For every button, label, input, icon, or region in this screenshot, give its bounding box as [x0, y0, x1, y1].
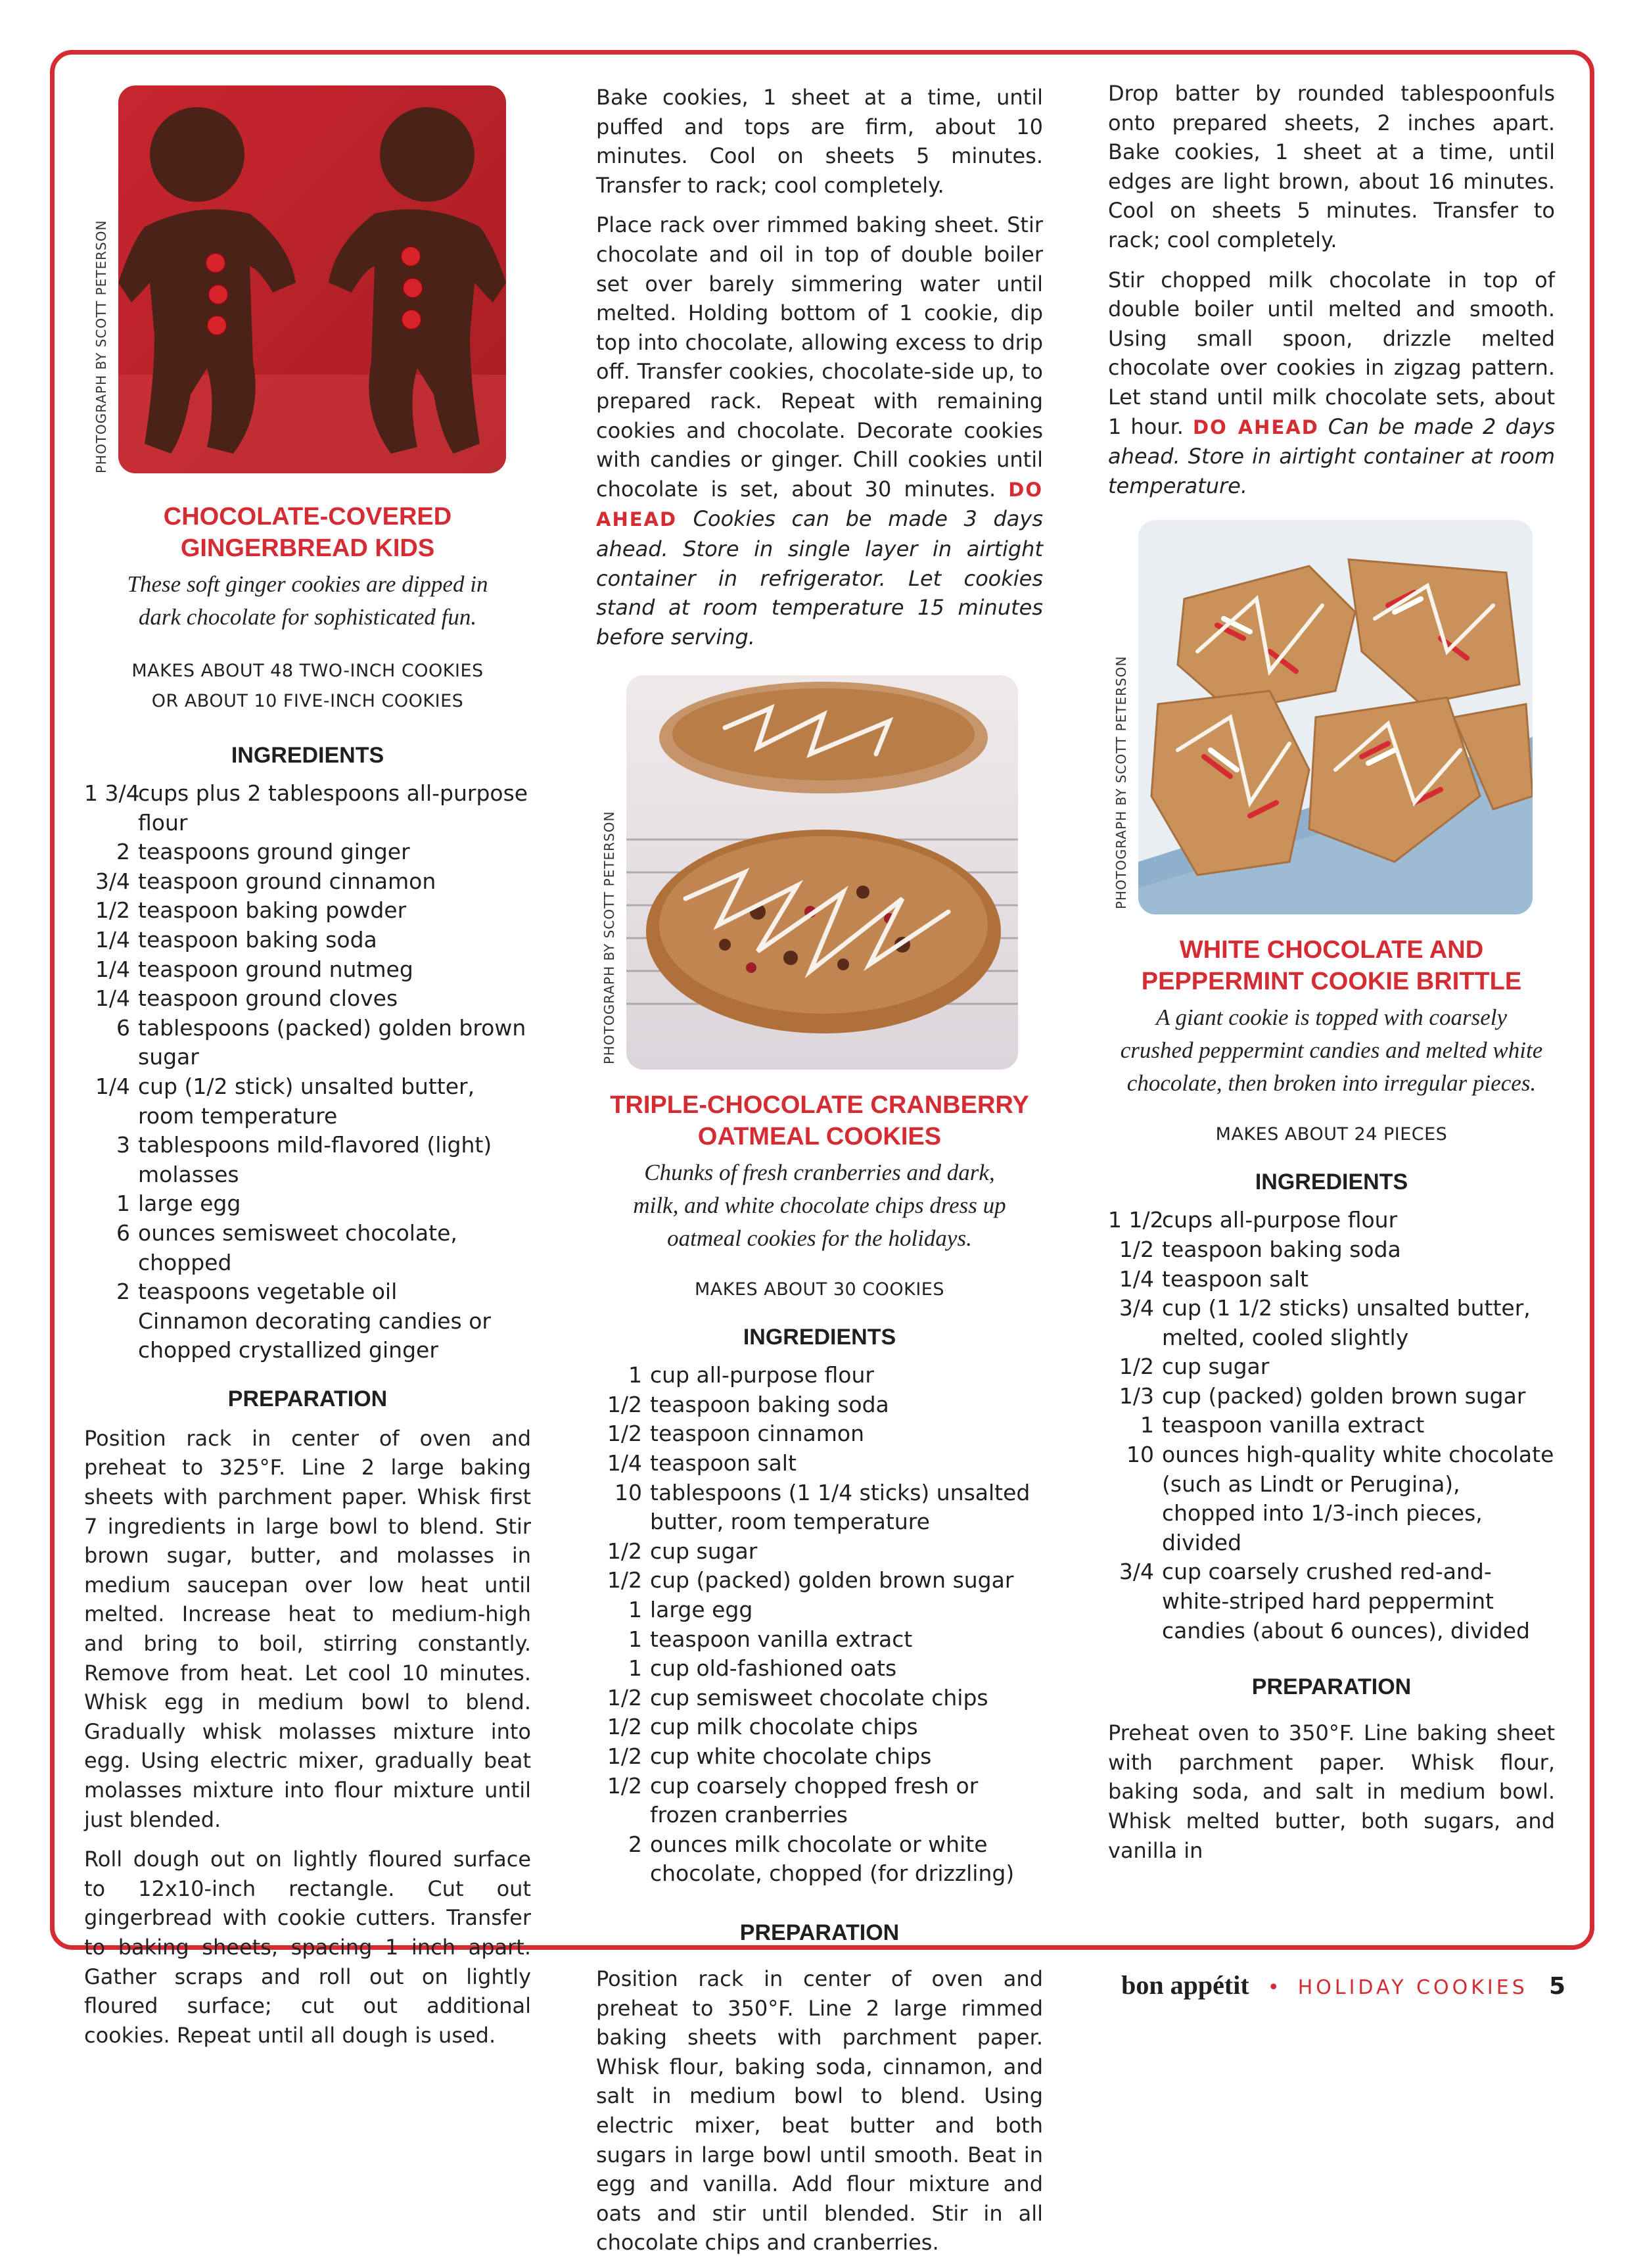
ingredient-quantity: 6: [116, 1014, 130, 1041]
ingredient-item: [84, 867, 531, 897]
ingredient-item: [84, 1307, 531, 1365]
subtitle-line: crushed peppermint candies and melted white: [1120, 1037, 1543, 1064]
ingredient-item: [596, 1566, 1043, 1595]
recipe-title-2-line-2: OATMEAL COOKIES: [697, 1123, 942, 1151]
subtitle-line: chocolate, then broken into irregular pieces.: [1126, 1070, 1537, 1097]
yield-line: OR ABOUT 10 FIVE-INCH COOKIES: [151, 691, 464, 711]
ingredient-quantity: 1: [628, 1655, 642, 1682]
gingerbread-image: [118, 85, 506, 473]
ingredients-heading: INGREDIENTS: [743, 1325, 896, 1350]
ingredient-item: [596, 1537, 1043, 1567]
ingredient-item: [1108, 1294, 1555, 1352]
ingredient-item: [596, 1742, 1043, 1772]
column-3: [1108, 79, 1555, 1876]
ingredient-quantity: 1 3/4: [84, 780, 140, 806]
ingredient-quantity: 1/2: [607, 1391, 642, 1417]
ingredient-text: cup (packed) golden brown sugar: [650, 1567, 1014, 1594]
ingredient-item: [596, 1419, 1043, 1449]
ingredient-item: [1108, 1382, 1555, 1411]
preparation-step-do-ahead: [1108, 266, 1555, 501]
ingredient-item: [596, 1449, 1043, 1478]
ingredient-item: [84, 1277, 531, 1307]
ingredient-quantity: 1: [1140, 1412, 1154, 1438]
ingredient-text: cup (1/2 stick) unsalted butter, room temperature: [138, 1073, 475, 1129]
subtitle-line: These soft ginger cookies are dipped in: [127, 571, 488, 597]
preparation-step: Preheat oven to 350°F. Line baking sheet with parchment paper. Whisk flour, baking soda, and salt in medium bowl. Whisk melted butter, both sugars, and vanilla in: [1108, 1720, 1555, 1863]
ingredient-text: tablespoons mild-flavored (light) molasses: [138, 1132, 492, 1187]
ingredient-quantity: 10: [614, 1479, 642, 1505]
ingredient-quantity: 1/4: [95, 956, 130, 982]
preparation-step: Roll dough out on lightly floured surface to 12x10-inch rectangle. Cut out gingerbread with cookie cutters. Transfer to baking sheets, spacing 1 inch apart. Gather scraps and roll out on lightly floured surface; cut out additional cookies. Repeat until all dough is used.: [84, 1847, 531, 2048]
prep-text: Stir chopped milk chocolate in top of double boiler until melted and smooth. Using small spoon, drizzle melted chocolate over cookies in zigzag pattern. Let stand until milk chocolate sets, about 1 hour.: [1108, 267, 1555, 439]
ingredient-quantity: 3/4: [1119, 1295, 1154, 1321]
ingredients-heading: INGREDIENTS: [231, 743, 384, 768]
ingredient-quantity: 1/4: [1119, 1265, 1154, 1292]
ingredient-quantity: 1: [628, 1362, 642, 1388]
ingredient-text: cup semisweet chocolate chips: [650, 1684, 988, 1711]
do-ahead-text: Cookies can be made 3 days ahead. Store in single layer in airtight container in refrigerator. Let cookies stand at room temperature 15 minutes before serving.: [596, 506, 1044, 650]
ingredient-item: [84, 955, 531, 985]
ingredient-quantity: 1 1/2: [1108, 1207, 1164, 1233]
ingredient-quantity: 1: [116, 1191, 130, 1217]
ingredient-quantity: [84, 1307, 138, 1365]
ingredient-item: [84, 1131, 531, 1189]
recipe-title-1: [84, 501, 531, 564]
ingredient-text: teaspoon cinnamon: [650, 1421, 865, 1447]
ingredient-quantity: 1/4: [607, 1450, 642, 1477]
ingredient-quantity: 1/2: [1119, 1236, 1154, 1262]
ingredient-quantity: 3/4: [95, 868, 130, 894]
subtitle-line: A giant cookie is topped with coarsely: [1156, 1004, 1507, 1031]
preparation-step: Bake cookies, 1 sheet at a time, until puffed and tops are firm, about 10 minutes. Cool on sheets 5 minutes. Transfer to rack; cool completely.: [596, 85, 1043, 198]
recipe-yield-3: [1108, 1120, 1555, 1150]
magazine-brand: bon appétit: [1121, 1970, 1249, 2000]
column-2: [596, 79, 1043, 2268]
ingredient-list-3: [1108, 1206, 1555, 1645]
ingredient-text: cup old-fashioned oats: [650, 1655, 897, 1682]
ingredient-text: cup (1 1/2 sticks) unsalted butter, melted, cooled slightly: [1162, 1295, 1531, 1350]
ingredient-quantity: 1/2: [1119, 1354, 1154, 1380]
ingredient-quantity: 1/2: [607, 1684, 642, 1711]
do-ahead-text: Can be made 2 days ahead. Store in airtight container at room temperature.: [1108, 413, 1555, 498]
ingredient-text: tablespoons (packed) golden brown sugar: [138, 1014, 526, 1070]
ingredient-item: [596, 1478, 1043, 1537]
ingredient-text: cup coarsely chopped fresh or frozen cranberries: [650, 1772, 979, 1828]
ingredient-text: teaspoon baking soda: [138, 926, 377, 953]
ingredient-quantity: 1/3: [1119, 1382, 1154, 1409]
subtitle-line: dark chocolate for sophisticated fun.: [138, 604, 477, 630]
ingredient-quantity: 1/2: [95, 897, 130, 924]
ingredient-text: teaspoon ground cloves: [138, 985, 398, 1012]
ingredient-text: teaspoon vanilla extract: [1162, 1412, 1425, 1438]
photo-credit: PHOTOGRAPH BY SCOTT PETERSON: [1113, 655, 1129, 910]
recipe-title-2-line-1: TRIPLE-CHOCOLATE CRANBERRY: [610, 1091, 1029, 1120]
ingredient-quantity: 2: [116, 839, 130, 865]
preparation-step: Position rack in center of oven and preheat to 350°F. Line 2 large rimmed baking sheets with parchment paper. Whisk flour, baking soda, cinnamon, and salt in medium bowl to blend. Using electric mixer, beat butter and both sugars in large bowl until smooth. Beat in egg and vanilla. Add flour mixture and oats and stir until blended. Stir in all chocolate chips and cranberries.: [596, 1966, 1043, 2256]
yield-line: MAKES ABOUT 48 TWO-INCH COOKIES: [131, 661, 484, 681]
ingredient-item: [1108, 1411, 1555, 1440]
ingredient-text: cup all-purpose flour: [650, 1362, 874, 1388]
ingredient-text: Cinnamon decorating candies or chopped crystallized ginger: [138, 1308, 491, 1363]
recipe-subtitle-2: [596, 1156, 1043, 1255]
page-number: 5: [1548, 1973, 1565, 2000]
ingredient-text: cup milk chocolate chips: [650, 1714, 918, 1740]
ingredient-list-2: [596, 1361, 1043, 1889]
ingredient-item: [596, 1830, 1043, 1889]
photo-oatmeal: [626, 675, 1018, 1070]
preparation-step-do-ahead: [596, 210, 1043, 651]
ingredient-item: [596, 1595, 1043, 1625]
ingredient-quantity: 3: [116, 1132, 130, 1158]
ingredient-quantity: 2: [628, 1831, 642, 1857]
oatmeal-cookie-image: [626, 675, 1018, 1070]
ingredient-quantity: 1/2: [607, 1421, 642, 1447]
column-1: [84, 79, 531, 2060]
ingredient-quantity: 1/2: [607, 1538, 642, 1564]
ingredient-quantity: 1/4: [95, 926, 130, 953]
ingredient-text: large egg: [650, 1597, 753, 1623]
recipe-subtitle-1: [84, 568, 531, 634]
ingredient-item: [84, 896, 531, 926]
ingredient-item: [84, 779, 531, 838]
photo-oatmeal-container: [596, 675, 1043, 1070]
ingredient-quantity: 10: [1126, 1442, 1154, 1468]
ingredient-text: teaspoon baking soda: [650, 1391, 889, 1417]
subtitle-line: milk, and white chocolate chips dress up: [633, 1193, 1006, 1219]
ingredient-text: teaspoon vanilla extract: [650, 1626, 913, 1652]
recipe-title-1-line-2: GINGERBREAD KIDS: [180, 534, 435, 562]
ingredient-item: [596, 1684, 1043, 1713]
ingredient-text: teaspoon baking powder: [138, 897, 407, 924]
ingredient-quantity: 1/2: [607, 1714, 642, 1740]
ingredient-item: [596, 1713, 1043, 1742]
recipe-yield-2: [596, 1275, 1043, 1305]
ingredient-item: [1108, 1235, 1555, 1265]
photo-brittle-container: [1108, 520, 1555, 914]
ingredient-text: cup sugar: [650, 1538, 758, 1564]
recipe-title-3-line-2: PEPPERMINT COOKIE BRITTLE: [1141, 968, 1522, 996]
preparation-step: Drop batter by rounded tablespoonfuls onto prepared sheets, 2 inches apart. Bake cookies, 1 sheet at a time, until edges are light brown, about 16 minutes. Cool on sheets 5 minutes. Transfer to rack; cool completely.: [1108, 81, 1555, 252]
ingredient-quantity: 2: [116, 1279, 130, 1305]
ingredient-text: teaspoons ground ginger: [138, 839, 410, 865]
subtitle-line: oatmeal cookies for the holidays.: [667, 1225, 972, 1252]
prep-text: Place rack over rimmed baking sheet. Stir chocolate and oil in top of double boiler set over barely simmering water until melted. Holding bottom of 1 cookie, dip top into chocolate, allowing excess to drip off. Transfer cookies, chocolate-side up, to prepared rack. Repeat with remaining cookies and chocolate. Decorate cookies with candies or ginger. Chill cookies until chocolate is set, about 30 minutes.: [596, 212, 1043, 502]
ingredient-quantity: 1/4: [95, 985, 130, 1012]
ingredient-text: cup white chocolate chips: [650, 1743, 932, 1769]
recipe-title-1-line-1: CHOCOLATE-COVERED: [163, 503, 452, 531]
ingredient-item: [596, 1654, 1043, 1684]
ingredient-item: [84, 1014, 531, 1072]
ingredient-quantity: 1/2: [607, 1772, 642, 1799]
preparation-heading: PREPARATION: [1251, 1674, 1412, 1700]
ingredient-text: cup (packed) golden brown sugar: [1162, 1382, 1526, 1409]
ingredient-item: [84, 984, 531, 1014]
ingredient-quantity: 1: [628, 1597, 642, 1623]
ingredient-item: [84, 838, 531, 867]
ingredient-quantity: 1/4: [95, 1073, 130, 1099]
ingredient-text: teaspoon ground cinnamon: [138, 868, 436, 894]
ingredient-item: [1108, 1440, 1555, 1557]
ingredient-text: teaspoons vegetable oil: [138, 1279, 398, 1305]
photo-brittle: [1138, 520, 1533, 914]
ingredient-text: cup coarsely crushed red-and-white-striped hard peppermint candies (about 6 ounces), divided: [1162, 1559, 1530, 1643]
ingredient-item: [84, 1072, 531, 1131]
ingredient-text: large egg: [138, 1191, 241, 1217]
ingredient-item: [596, 1390, 1043, 1420]
ingredient-quantity: 1/2: [607, 1567, 642, 1594]
ingredient-item: [1108, 1265, 1555, 1294]
ingredient-text: teaspoon ground nutmeg: [138, 956, 413, 982]
brittle-image: [1138, 520, 1533, 914]
ingredient-quantity: 3/4: [1119, 1559, 1154, 1585]
photo-credit: PHOTOGRAPH BY SCOTT PETERSON: [601, 811, 617, 1065]
ingredient-item: [596, 1361, 1043, 1390]
ingredient-text: teaspoon salt: [1162, 1265, 1308, 1292]
ingredient-item: [596, 1772, 1043, 1830]
recipe-title-3-line-1: WHITE CHOCOLATE AND: [1179, 936, 1484, 964]
ingredients-heading: INGREDIENTS: [1255, 1169, 1408, 1195]
recipe-title-2: [596, 1089, 1043, 1152]
photo-gingerbread-container: [84, 79, 531, 481]
recipe-title-3: [1108, 934, 1555, 997]
preparation-heading: PREPARATION: [227, 1386, 388, 1411]
preparation-heading: PREPARATION: [739, 1920, 900, 1945]
ingredient-text: teaspoon salt: [650, 1450, 797, 1477]
do-ahead-label: DO AHEAD: [1193, 415, 1319, 438]
ingredient-item: [84, 926, 531, 955]
photo-gingerbread: [118, 85, 506, 473]
footer-section: HOLIDAY COOKIES: [1297, 1976, 1528, 1999]
ingredient-item: [84, 1219, 531, 1277]
ingredient-text: ounces milk chocolate or white chocolate, chopped (for drizzling): [650, 1831, 1015, 1887]
ingredient-quantity: 1: [628, 1626, 642, 1652]
ingredient-item: [1108, 1557, 1555, 1645]
ingredient-text: ounces semisweet chocolate, chopped: [138, 1219, 457, 1275]
subtitle-line: Chunks of fresh cranberries and dark,: [644, 1160, 995, 1186]
preparation-step: Position rack in center of oven and preheat to 325°F. Line 2 large baking sheets with parchment paper. Whisk first 7 ingredients in large bowl to blend. Stir brown sugar, butter, and molasses in medium saucepan over low heat until melted. Increase heat to medium-high and bring to boil, stirring constantly. Remove from heat. Let cool 10 minutes. Whisk egg in medium bowl to blend. Gradually whisk molasses mixture into egg. Using electric mixer, gradually beat molasses mixture into flour mixture until just blended.: [84, 1425, 531, 1832]
page-footer: [1121, 1970, 1565, 2000]
do-ahead-label: DO AHEAD: [596, 478, 1044, 531]
ingredient-list-1: [84, 779, 531, 1365]
recipe-yield-1: [84, 656, 531, 717]
ingredient-item: [84, 1189, 531, 1219]
ingredient-text: tablespoons (1 1/4 sticks) unsalted butter, room temperature: [650, 1479, 1030, 1535]
ingredient-text: cup sugar: [1162, 1354, 1270, 1380]
ingredient-text: ounces high-quality white chocolate (such as Lindt or Perugina), chopped into 1/3-inch pieces, divided: [1162, 1442, 1554, 1555]
photo-credit: PHOTOGRAPH BY SCOTT PETERSON: [93, 220, 109, 473]
recipe-subtitle-3: [1108, 1001, 1555, 1100]
ingredient-text: cups all-purpose flour: [1162, 1207, 1398, 1233]
ingredient-item: [1108, 1206, 1555, 1235]
ingredient-text: cups plus 2 tablespoons all-purpose flour: [138, 780, 528, 836]
yield-line: MAKES ABOUT 30 COOKIES: [694, 1279, 945, 1300]
footer-separator: •: [1267, 1976, 1280, 1999]
ingredient-item: [1108, 1352, 1555, 1382]
ingredient-text: teaspoon baking soda: [1162, 1236, 1401, 1262]
ingredient-item: [596, 1625, 1043, 1655]
ingredient-quantity: 1/2: [607, 1743, 642, 1769]
ingredient-quantity: 6: [116, 1219, 130, 1246]
yield-line: MAKES ABOUT 24 PIECES: [1215, 1124, 1448, 1145]
